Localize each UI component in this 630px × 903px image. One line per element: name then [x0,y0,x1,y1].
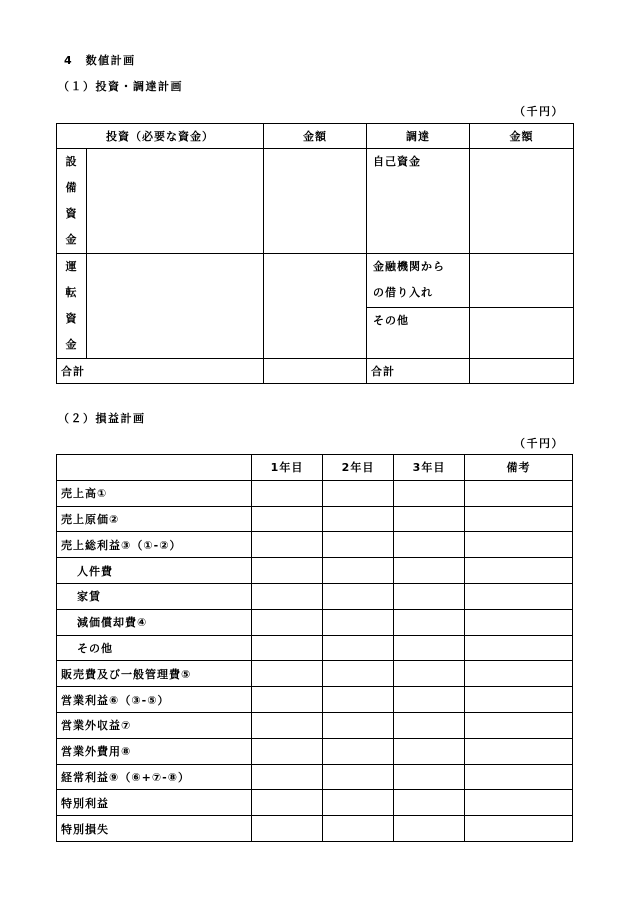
header-year3: 3年目 [394,455,465,481]
year3-cell[interactable] [394,790,465,816]
remarks-cell[interactable] [465,764,573,790]
header-item [57,455,252,481]
year1-cell[interactable] [252,609,323,635]
table-row [57,816,573,842]
year1-cell[interactable] [252,816,323,842]
remarks-cell[interactable] [465,687,573,713]
row-label: 売上総利益③（①-②） [57,532,252,558]
year3-cell[interactable] [394,712,465,738]
remarks-cell[interactable] [465,816,573,842]
year3-cell[interactable] [394,635,465,661]
working-fund-label: 運 転 資 金 [57,254,87,359]
table-row [57,661,573,687]
investment-total-amount-cell[interactable] [264,359,367,384]
year3-cell[interactable] [394,738,465,764]
table-row [57,506,573,532]
remarks-cell[interactable] [465,790,573,816]
table-row [57,764,573,790]
row-label: 人件費 [57,558,252,584]
table-row [57,687,573,713]
year2-cell[interactable] [323,712,394,738]
year1-cell[interactable] [252,764,323,790]
year3-cell[interactable] [394,506,465,532]
year1-cell[interactable] [252,532,323,558]
row-label: 売上高① [57,480,252,506]
bank-loan-label: 金融機関から の借り入れ [367,254,470,308]
working-amount-cell[interactable] [264,254,367,359]
table-row [57,609,573,635]
investment-subtitle: （１）投資・調達計画 [58,80,183,93]
year1-cell[interactable] [252,506,323,532]
own-capital-label: 自己資金 [367,149,470,254]
year1-cell[interactable] [252,712,323,738]
year2-cell[interactable] [323,480,394,506]
header-year2: 2年目 [323,455,394,481]
remarks-cell[interactable] [465,583,573,609]
year1-cell[interactable] [252,687,323,713]
remarks-cell[interactable] [465,712,573,738]
procurement-total-label: 合計 [367,359,470,384]
year3-cell[interactable] [394,583,465,609]
procurement-total-amount-cell[interactable] [470,359,574,384]
table-row [57,635,573,661]
header-investment: 投資（必要な資金） [57,124,264,149]
own-capital-amount-cell[interactable] [470,149,574,254]
table-row [57,558,573,584]
year3-cell[interactable] [394,687,465,713]
profit-loss-table [56,454,573,842]
header-amount-right: 金額 [470,124,574,149]
year2-cell[interactable] [323,532,394,558]
table-row [57,738,573,764]
row-label: 特別利益 [57,790,252,816]
year3-cell[interactable] [394,558,465,584]
row-label: 経常利益⑨（⑥+⑦-⑧） [57,764,252,790]
table-row [57,480,573,506]
year3-cell[interactable] [394,764,465,790]
section-title: 4 数値計画 [64,54,136,67]
year1-cell[interactable] [252,635,323,661]
year2-cell[interactable] [323,661,394,687]
other-procurement-amount-cell[interactable] [470,308,574,359]
remarks-cell[interactable] [465,635,573,661]
header-remarks: 備考 [465,455,573,481]
year1-cell[interactable] [252,790,323,816]
year2-cell[interactable] [323,764,394,790]
year3-cell[interactable] [394,532,465,558]
year3-cell[interactable] [394,816,465,842]
year1-cell[interactable] [252,558,323,584]
year2-cell[interactable] [323,816,394,842]
year2-cell[interactable] [323,506,394,532]
header-year1: 1年目 [252,455,323,481]
row-label: 販売費及び一般管理費⑤ [57,661,252,687]
investment-unit: （千円） [514,105,564,118]
profit-loss-unit: （千円） [514,437,564,450]
remarks-cell[interactable] [465,506,573,532]
table-row [57,532,573,558]
other-procurement-label: その他 [367,308,470,359]
year2-cell[interactable] [323,687,394,713]
year3-cell[interactable] [394,480,465,506]
year2-cell[interactable] [323,635,394,661]
year1-cell[interactable] [252,583,323,609]
year2-cell[interactable] [323,558,394,584]
table-row [57,583,573,609]
header-amount-left: 金額 [264,124,367,149]
year2-cell[interactable] [323,583,394,609]
equipment-amount-cell[interactable] [264,149,367,254]
bank-loan-amount-cell[interactable] [470,254,574,308]
remarks-cell[interactable] [465,558,573,584]
working-detail-cell[interactable] [87,254,264,359]
table-row [57,790,573,816]
profit-loss-subtitle: （２）損益計画 [58,412,146,425]
row-label: 家賃 [57,583,252,609]
remarks-cell[interactable] [465,532,573,558]
investment-table [56,123,574,384]
row-label: 売上原価② [57,506,252,532]
year2-cell[interactable] [323,609,394,635]
year3-cell[interactable] [394,609,465,635]
row-label: 特別損失 [57,816,252,842]
year1-cell[interactable] [252,661,323,687]
remarks-cell[interactable] [465,480,573,506]
row-label: 減価償却費④ [57,609,252,635]
equipment-fund-label: 設 備 資 金 [57,149,87,254]
row-label: 営業利益⑥（③-⑤） [57,687,252,713]
row-label: その他 [57,635,252,661]
year2-cell[interactable] [323,738,394,764]
remarks-cell[interactable] [465,738,573,764]
remarks-cell[interactable] [465,609,573,635]
remarks-cell[interactable] [465,661,573,687]
row-label: 営業外収益⑦ [57,712,252,738]
row-label: 営業外費用⑧ [57,738,252,764]
header-procurement: 調達 [367,124,470,149]
year3-cell[interactable] [394,661,465,687]
year1-cell[interactable] [252,480,323,506]
table-row [57,712,573,738]
equipment-detail-cell[interactable] [87,149,264,254]
year1-cell[interactable] [252,738,323,764]
investment-total-label: 合計 [57,359,264,384]
year2-cell[interactable] [323,790,394,816]
